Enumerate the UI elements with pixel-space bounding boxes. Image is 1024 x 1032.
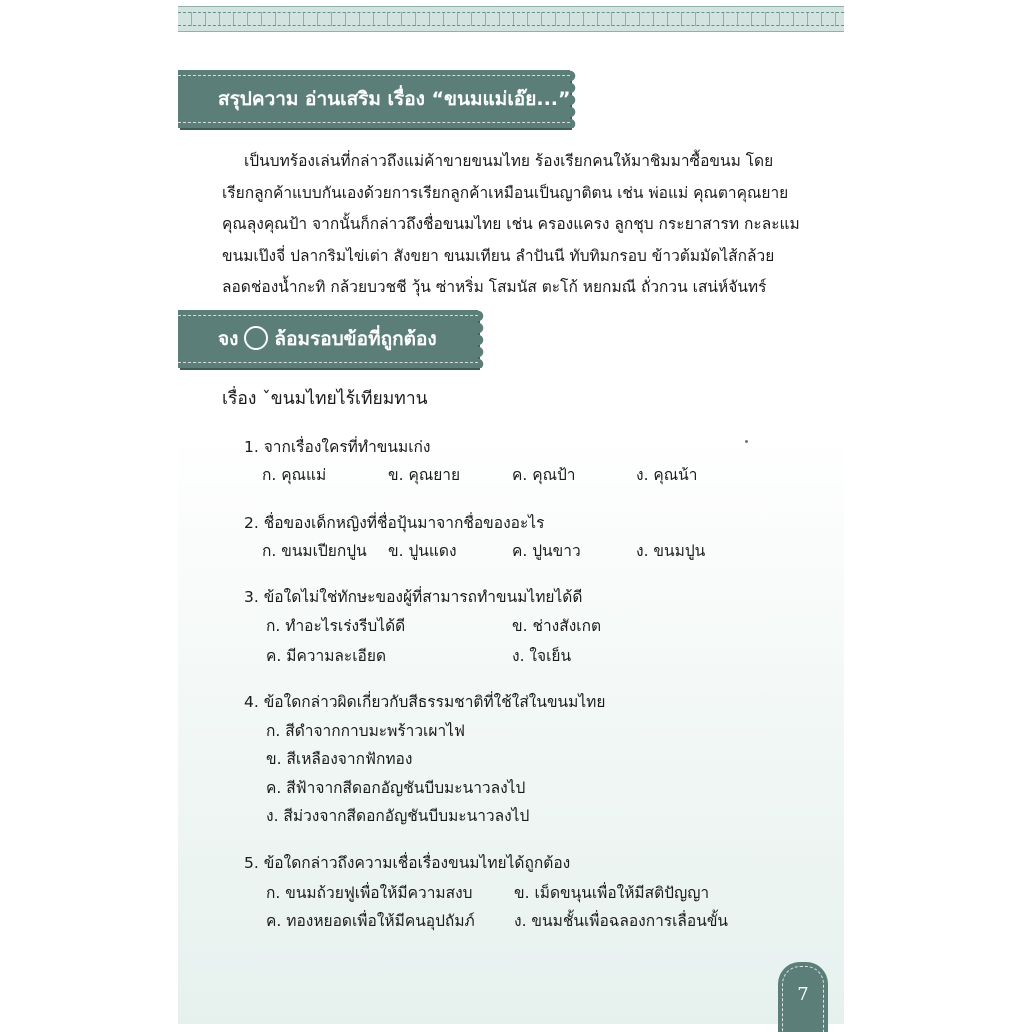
q4-option-c[interactable]: ค. สีฟ้าจากสีดอกอัญชันบีบมะนาวลงไป [266, 779, 526, 797]
q5-option-b[interactable]: ข. เม็ดขนุนเพื่อให้มีสติปัญญา [514, 884, 710, 902]
question-3: 3. ข้อใดไม่ใช่ทักษะของผู้ที่สามารถทำขนมไทยได้ดี [244, 588, 583, 606]
circle-icon [244, 326, 268, 350]
q1-option-d[interactable]: ง. คุณน้า [636, 466, 698, 484]
page-number-tab [778, 962, 828, 1032]
summary-line: ลอดช่องน้ำกะทิ กล้วยบวชชี วุ้น ซ่าหริ่ม โสมนัส ตะโก้ หยกมณี ถั่วกวน เสน่ห์จันทร์ [222, 278, 767, 296]
question-2: 2. ชื่อของเด็กหญิงที่ชื่อปุ้นมาจากชื่อของอะไร [244, 514, 545, 532]
q3-option-c[interactable]: ค. มีความละเอียด [266, 647, 387, 665]
q1-option-a[interactable]: ก. คุณแม่ [262, 466, 327, 484]
q2-option-d[interactable]: ง. ขนมปูน [636, 542, 706, 560]
question-1: 1. จากเรื่องใครที่ทำขนมเก่ง [244, 438, 431, 456]
q3-option-a[interactable]: ก. ทำอะไรเร่งรีบได้ดี [266, 617, 406, 635]
exercise-subject: เรื่อง ˇขนมไทยไร้เทียมทาน [222, 389, 428, 409]
instruction-suffix: ล้อมรอบข้อที่ถูกต้อง [274, 328, 437, 350]
summary-line: ขนมเป๊งจี่ ปลากริมไข่เต่า สังขยา ขนมเทียน ลำปันนี ทับทิมกรอบ ข้าวต้มมัดไส้กล้วย [222, 246, 775, 265]
print-speck [745, 440, 748, 443]
summary-paragraph [222, 146, 802, 304]
question-4: 4. ข้อใดกล่าวผิดเกี่ยวกับสีธรรมชาติที่ใช้ใส่ในขนมไทย [244, 693, 606, 711]
q1-option-b[interactable]: ข. คุณยาย [388, 466, 461, 484]
q5-option-c[interactable]: ค. ทองหยอดเพื่อให้มีคนอุปถัมภ์ [266, 912, 475, 930]
q3-option-d[interactable]: ง. ใจเย็น [512, 647, 572, 665]
q5-option-a[interactable]: ก. ขนมถ้วยฟูเพื่อให้มีความสงบ [266, 884, 473, 902]
q4-option-d[interactable]: ง. สีม่วงจากสีดอกอัญชันบีบมะนาวลงไป [266, 807, 530, 825]
q4-option-a[interactable]: ก. สีดำจากกาบมะพร้าวเผาไฟ [266, 722, 465, 740]
q2-option-a[interactable]: ก. ขนมเปียกปูน [262, 542, 367, 560]
instruction-prefix: จง [218, 328, 239, 350]
page-number: 7 [797, 984, 809, 1005]
summary-line: เรียกลูกค้าแบบกันเองด้วยการเรียกลูกค้าเหมือนเป็นญาติตน เช่น พ่อแม่ คุณตาคุณยาย [222, 183, 789, 202]
summary-line: คุณลุงคุณป้า จากนั้นก็กล่าวถึงชื่อขนมไทย เช่น ครองแครง ลูกชุบ กระยาสารท กะละแม [222, 215, 800, 233]
q3-option-b[interactable]: ข. ช่างสังเกต [512, 617, 602, 635]
summary-line: เป็นบทร้องเล่นที่กล่าวถึงแม่ค้าขายขนมไทย ร้องเรียกคนให้มาชิมมาซื้อขนม โดย [244, 152, 774, 170]
q1-option-c[interactable]: ค. คุณป้า [512, 466, 576, 484]
q2-option-c[interactable]: ค. ปูนขาว [512, 542, 581, 560]
q4-option-b[interactable]: ข. สีเหลืองจากฟักทอง [266, 750, 413, 768]
summary-banner [178, 70, 570, 128]
instruction-text [178, 324, 437, 354]
q2-option-b[interactable]: ข. ปูนแดง [388, 542, 457, 560]
instruction-banner [178, 310, 478, 368]
q5-option-d[interactable]: ง. ขนมชั้นเพื่อฉลองการเลื่อนขั้น [514, 912, 729, 930]
question-5: 5. ข้อใดกล่าวถึงความเชื่อเรื่องขนมไทยได้ถูกต้อง [244, 854, 571, 872]
summary-banner-title: สรุปความ อ่านเสริม เรื่อง “ขนมแม่เอ๊ย...” [218, 88, 571, 110]
decorative-top-border [178, 6, 844, 32]
